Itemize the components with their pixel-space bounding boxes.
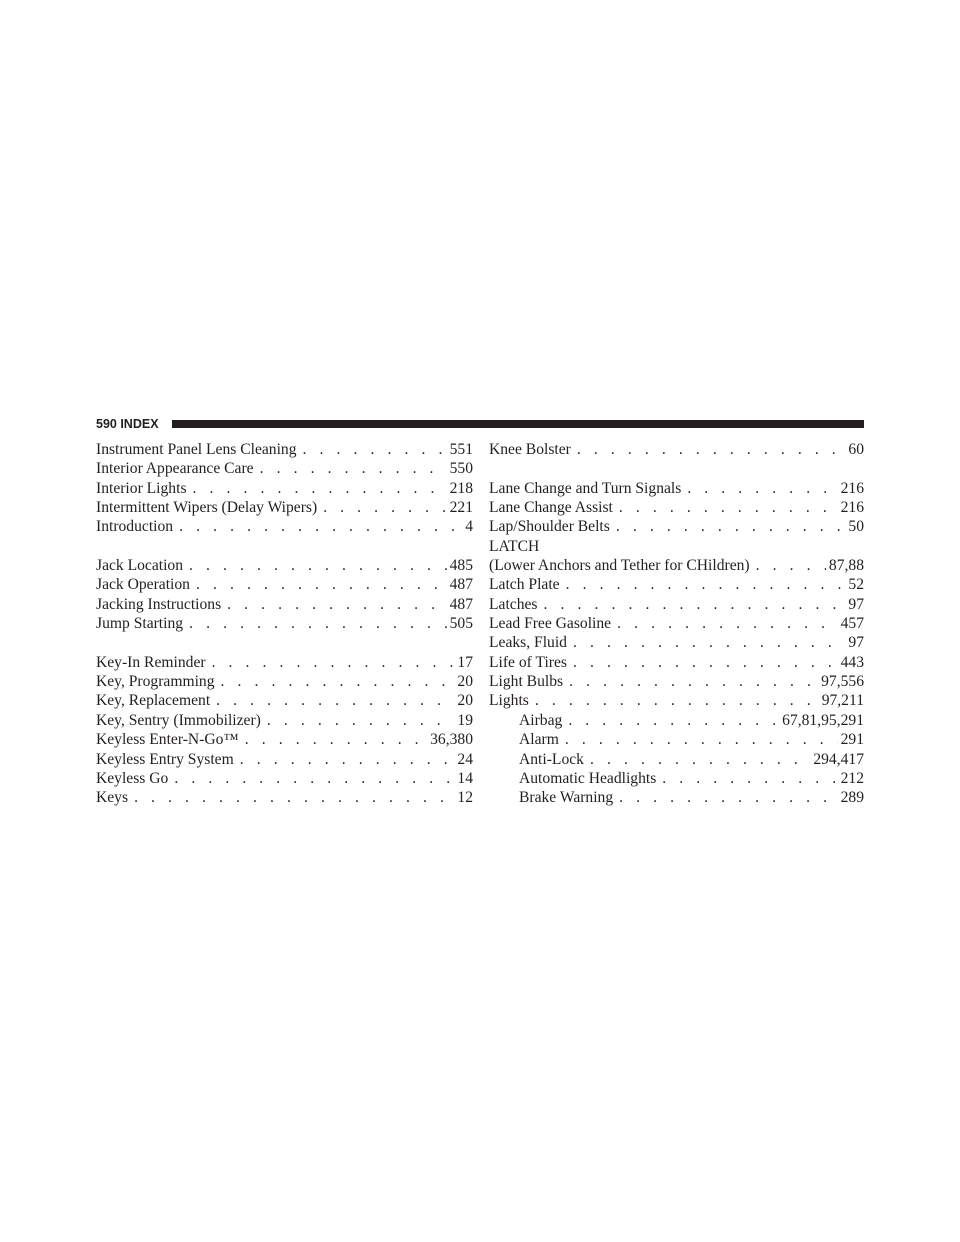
index-term: Jump Starting [96,615,184,633]
dot-leader [260,459,447,478]
index-entry [96,653,473,672]
index-term: Interior Appearance Care [96,460,254,478]
page-ref: 60 [848,441,864,458]
dot-leader [619,498,838,517]
index-column-left [96,440,473,808]
page-ref: 97,211 [821,692,864,710]
index-entry [489,517,864,536]
page-ref: 36,380 [430,731,473,749]
page-ref: 97 [848,595,864,613]
dot-leader [174,769,454,788]
index-term: Keyless Entry System [96,750,234,768]
index-term: Jacking Instructions [96,595,222,613]
dot-leader [662,769,837,788]
dot-leader [619,788,837,807]
index-term: Anti-Lock [519,750,584,768]
index-entry [96,750,473,769]
page-ref: 50 [848,518,864,536]
dot-leader [577,440,846,459]
dot-leader [134,788,454,807]
index-term: (Lower Anchors and Tether for CHildren) [489,557,750,575]
index-term: Interior Lights [96,479,187,497]
dot-leader [196,575,447,594]
index-term: Leaks, Fluid [489,634,567,652]
dot-leader [240,750,455,769]
index-entry [96,459,473,478]
index-term: Instrument Panel Lens Cleaning [96,441,297,458]
index-entry [489,556,864,575]
page-ref: 216 [840,479,864,497]
index-term: Airbag [519,711,563,729]
dot-leader [565,730,838,749]
index-entry [96,595,473,614]
page-ref: 14 [457,769,473,787]
index-entry [96,769,473,788]
dot-leader [590,750,810,769]
page-ref: 294,417 [813,750,864,768]
index-term: Lights [489,692,529,710]
index-entry [96,479,473,498]
index-term: Introduction [96,518,174,536]
page-ref: 87,88 [828,557,864,575]
index-entry [489,691,864,710]
index-subentry [489,788,864,807]
dot-leader [179,517,462,536]
page-ref: 52 [848,576,864,594]
index-entry [96,498,473,517]
index-entry [96,614,473,633]
page-ref: 443 [840,653,864,671]
index-term: Jack Operation [96,576,190,594]
page-ref: 4 [465,518,473,536]
dot-leader [227,595,446,614]
page-ref: 24 [457,750,473,768]
dot-leader [323,498,446,517]
index-entry [96,672,473,691]
dot-leader [216,691,454,710]
page-ref: 505 [449,615,473,633]
index-term: Brake Warning [519,789,614,807]
index-entry [489,440,864,459]
dot-leader [566,575,846,594]
index-term: Light Bulbs [489,673,564,691]
page-ref: 212 [840,769,864,787]
page-ref: 221 [449,499,473,517]
dot-leader [756,556,826,575]
index-entry [489,633,864,652]
dot-leader [535,691,819,710]
page-ref: 20 [457,692,473,710]
index-term: Latches [489,595,538,613]
index-subentry [489,750,864,769]
page-ref: 20 [457,673,473,691]
index-entry [489,479,864,498]
page-ref: 550 [449,460,473,478]
index-term: Keyless Enter-N-Go™ [96,731,239,749]
index-subentry [489,730,864,749]
dot-leader [189,614,447,633]
index-entry [489,614,864,633]
index-subentry [489,711,864,730]
index-term: Automatic Headlights [519,769,657,787]
index-entry [489,672,864,691]
index-term: Lane Change Assist [489,499,613,517]
page-ref: 218 [449,479,473,497]
dot-leader [687,479,837,498]
index-entry [96,788,473,807]
page-ref: 216 [840,499,864,517]
index-term: Jack Location [96,557,184,575]
dot-leader [617,614,838,633]
index-term: Lap/Shoulder Belts [489,518,610,536]
page-header-label: 590 INDEX [96,417,159,431]
page-ref: 289 [840,789,864,807]
page-ref: 17 [457,653,473,671]
index-entry [96,556,473,575]
index-heading-latch: LATCH [489,537,540,555]
page-ref: 97,556 [821,673,864,691]
page-ref: 487 [449,576,473,594]
index-entry [96,691,473,710]
page-ref: 291 [840,731,864,749]
page-ref: 551 [449,441,473,458]
header-rule [172,420,864,428]
index-term: Keys [96,789,129,807]
page-ref: 97 [848,634,864,652]
page-ref: 12 [457,789,473,807]
index-entry [96,711,473,730]
index-term: Keyless Go [96,769,169,787]
page-ref: 67,81,95,291 [782,711,864,729]
dot-leader [189,556,447,575]
index-header [96,416,864,432]
dot-leader [212,653,455,672]
dot-leader [573,633,845,652]
index-term: Lead Free Gasoline [489,615,612,633]
dot-leader [267,711,455,730]
index-entry [96,440,473,459]
index-entry [489,575,864,594]
dot-leader [616,517,846,536]
page-ref: 19 [457,711,473,729]
dot-leader [245,730,427,749]
index-term: Key, Programming [96,673,215,691]
page-ref: 485 [449,557,473,575]
index-entry [489,498,864,517]
index-column-right [489,440,864,808]
index-term: Latch Plate [489,576,560,594]
index-term: Alarm [519,731,559,749]
index-entry [489,595,864,614]
index-entry [96,730,473,749]
page-ref: 487 [449,595,473,613]
index-entry [96,517,473,536]
index-term: Key-In Reminder [96,653,206,671]
page-ref: 457 [840,615,864,633]
dot-leader [568,711,779,730]
index-term: Life of Tires [489,653,567,671]
dot-leader [544,595,846,614]
index-term: Key, Sentry (Immobilizer) [96,711,261,729]
dot-leader [573,653,838,672]
dot-leader [303,440,447,459]
index-term: Intermittent Wipers (Delay Wipers) [96,499,318,517]
index-term: Key, Replacement [96,692,211,710]
dot-leader [569,672,818,691]
dot-leader [221,672,455,691]
dot-leader [193,479,447,498]
index-entry [96,575,473,594]
index-subentry [489,769,864,788]
index-entry [489,653,864,672]
index-term: Lane Change and Turn Signals [489,479,682,497]
index-term: Knee Bolster [489,441,571,458]
